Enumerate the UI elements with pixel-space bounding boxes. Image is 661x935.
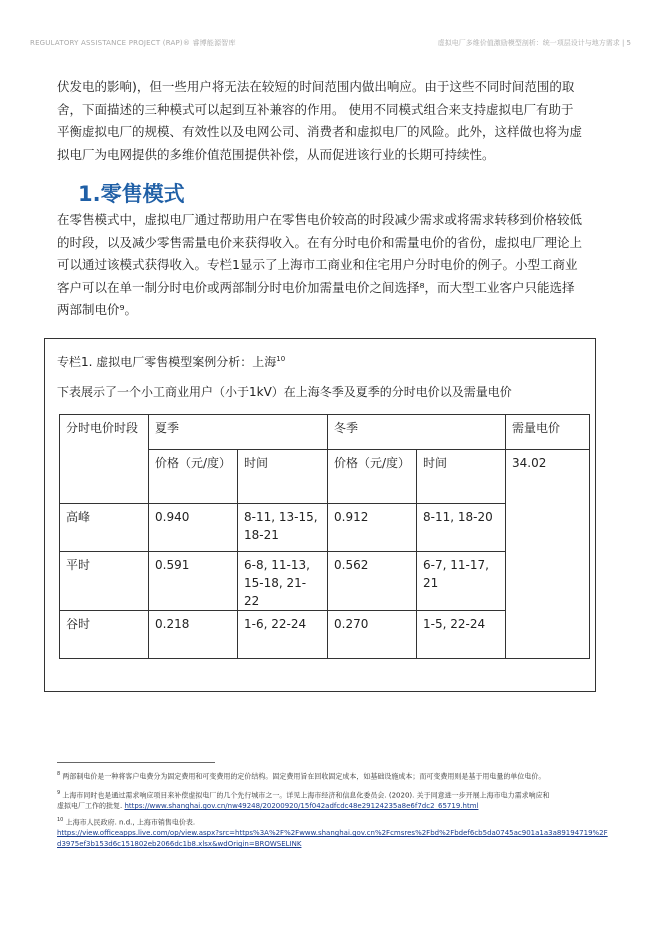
summer-time-cell: 1-6, 22-24 (238, 611, 328, 659)
section-title: 1.零售模式 (78, 182, 185, 206)
table-header-row (60, 415, 590, 450)
footnote-number: 10 (57, 817, 64, 823)
summer-price-header: 价格（元/度） (149, 450, 238, 504)
period-cell: 高峰 (60, 504, 149, 552)
footnote-text: 虚拟电厂工作的批复. (57, 802, 123, 811)
footnote-number: 9 (57, 790, 61, 796)
footnote-text: 两部制电价是一种将客户电费分为固定费用和可变费用的定价结构。固定费用旨在回收固定成本，如基础设施成本；而可变费用则是基于用电量的单位电价。 (62, 772, 546, 781)
box-subtitle: 下表展示了一个小工商业用户（小于1kV）在上海冬季及夏季的分时电价以及需量电价 (57, 385, 512, 399)
text-line: 的时段，以及减少零售需量电价来获得收入。在有分时电价和需量电价的省份，虚拟电厂理论上 (57, 234, 583, 250)
footnote-10 (57, 815, 613, 850)
text-line: 两部制电价⁹。 (57, 302, 138, 317)
header-org: REGULATORY ASSISTANCE PROJECT (RAP)® 睿博能源智库 (30, 39, 236, 47)
footnote-link[interactable]: d3975ef3b153d6c151802eb2066dc1b8.xlsx&wdOrigin=BROWSELINK (57, 840, 302, 849)
box-title-text: 专栏1. 虚拟电厂零售模型案例分析：上海 (57, 355, 277, 369)
demand-header: 需量电价 (506, 415, 590, 450)
tariff-table (59, 414, 590, 659)
footnote-divider (57, 762, 215, 763)
winter-price-cell: 0.270 (328, 611, 417, 659)
winter-price-header: 价格（元/度） (328, 450, 417, 504)
section-paragraph (57, 209, 605, 322)
demand-value: 34.02 (506, 450, 590, 659)
period-cell: 谷时 (60, 611, 149, 659)
summer-header: 夏季 (149, 415, 328, 450)
box-title (57, 353, 285, 370)
period-header: 分时电价时段 (60, 415, 149, 504)
footnote-text: 上海市同时也是通过需求响应项目来补偿虚拟电厂的几个先行城市之一。详见上海市经济和信息化委员会. (2020). 关于同意进一步开展上海市电力需求响应和 (62, 791, 550, 800)
case-study-box (44, 338, 596, 692)
summer-price-cell: 0.940 (149, 504, 238, 552)
text-line: 在零售模式中，虚拟电厂通过帮助用户在零售电价较高的时段减少需求或将需求转移到价格较低 (57, 212, 583, 227)
winter-header: 冬季 (328, 415, 506, 450)
footnote-number: 8 (57, 771, 61, 777)
summer-price-cell: 0.218 (149, 611, 238, 659)
text-line: 平衡虚拟电厂的规模、有效性以及电网公司、消费者和虚拟电厂的风险。此外，这样做也将为虚 (57, 124, 583, 139)
intro-paragraph (57, 76, 605, 166)
winter-time-header: 时间 (417, 450, 506, 504)
footnote-link[interactable]: https://www.shanghai.gov.cn/nw49248/20200920/15f042adfcdc48e29124235a8e6f7dc2_65719.html (124, 802, 479, 811)
summer-time-header: 时间 (238, 450, 328, 504)
text-line: 伏发电的影响)，但一些用户将无法在较短的时间范围内做出响应。由于这些不同时间范围的取 (57, 79, 575, 94)
text-line: 可以通过该模式获得收入。专栏1显示了上海市工商业和住宅用户分时电价的例子。小型工商业 (57, 257, 578, 272)
footnote-9 (57, 788, 613, 812)
period-cell: 平时 (60, 552, 149, 611)
winter-time-cell: 6-7, 11-17, 21 (417, 552, 506, 611)
footnote-text: 上海市人民政府. n.d., 上海市销售电价表. (65, 818, 196, 827)
winter-time-cell: 1-5, 22-24 (417, 611, 506, 659)
winter-price-cell: 0.562 (328, 552, 417, 611)
text-line: 拟电厂为电网提供的多维价值范围提供补偿，从而促进该行业的长期可持续性。 (57, 146, 495, 162)
summer-price-cell: 0.591 (149, 552, 238, 611)
footnote-8 (57, 769, 613, 782)
footnote-ref[interactable]: 10 (276, 355, 286, 363)
text-line: 舍，下面描述的三种模式可以起到互补兼容的作用。 使用不同模式组合来支持虚拟电厂有助于 (57, 101, 574, 117)
winter-price-cell: 0.912 (328, 504, 417, 552)
header-report-title: 虚拟电厂多维价值激励模型剖析：统一项层设计与地方需求 | 5 (437, 39, 631, 47)
winter-time-cell: 8-11, 18-20 (417, 504, 506, 552)
text-line: 客户可以在单一制分时电价或两部制分时电价加需量电价之间选择⁸，而大型工业客户只能选择 (57, 279, 575, 295)
summer-time-cell: 6-8, 11-13, 15-18, 21-22 (238, 552, 328, 611)
footnote-link[interactable]: https://view.officeapps.live.com/op/view.aspx?src=https%3A%2F%2Fwww.shanghai.gov.cn%2Fcmsres%2Fbd%2Fbdef6cb5da0745ac901a1a3a89194719%2F (57, 829, 608, 838)
summer-time-cell: 8-11, 13-15, 18-21 (238, 504, 328, 552)
